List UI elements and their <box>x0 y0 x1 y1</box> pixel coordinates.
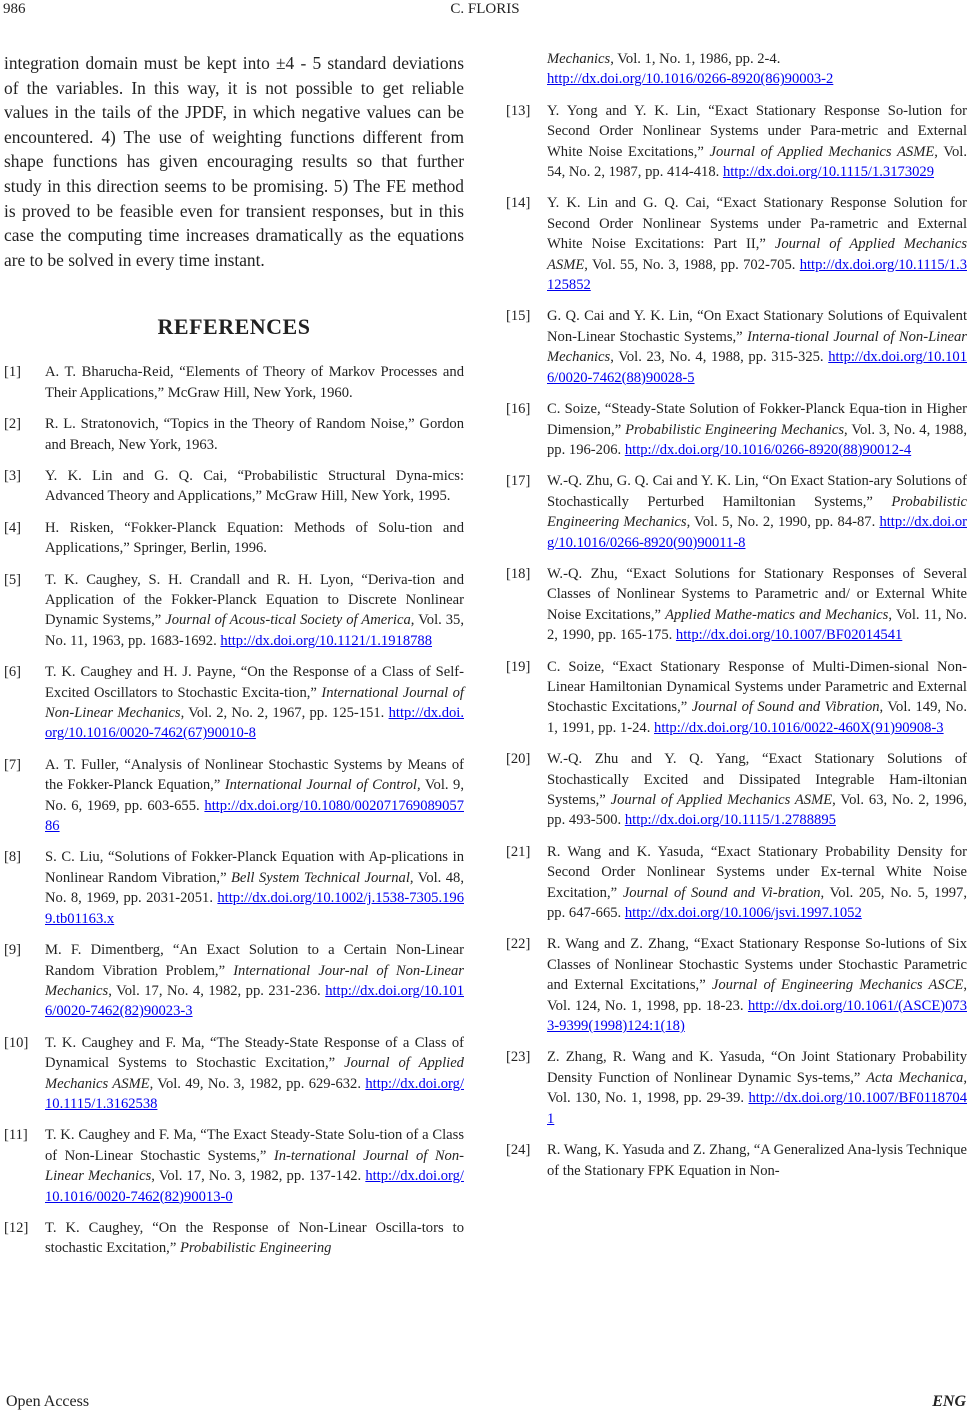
reference-number: [2] <box>4 416 22 433</box>
references-list-right <box>506 101 967 1181</box>
reference-citation: T. K. Caughey and H. J. Payne, “On the Response of a Class of Self-Excited Oscillators to Stochastic Excita-tion,” <box>45 664 464 701</box>
references-heading: REFERENCES <box>157 314 311 340</box>
reference-text <box>45 362 464 403</box>
reference-doi-link[interactable]: http://dx.doi.org/10.1016/0020-7462(82)90013-0 <box>45 1168 464 1205</box>
reference-journal: International Jour-nal of Non-Linear Mechanics <box>45 962 464 999</box>
reference-number: [5] <box>4 571 22 588</box>
reference-number: [3] <box>4 467 22 484</box>
reference-item <box>506 657 967 739</box>
reference-item <box>506 101 967 183</box>
page-header <box>0 0 970 20</box>
reference-doi-link[interactable]: http://dx.doi.org/10.1115/1.3173029 <box>722 164 935 181</box>
reference-number: [14] <box>506 195 531 212</box>
reference-citation: Y. K. Lin and G. Q. Cai, “Probabilistic Structural Dyna-mics: Advanced Theory and Applications,” McGraw Hill, New York, 1995. <box>45 467 464 505</box>
reference-details: , Vol. 3, No. 4, 1988, pp. 196-206. <box>547 421 968 458</box>
reference-doi-link[interactable]: http://dx.doi.org/10.1115/1.2788895 <box>624 812 836 829</box>
reference-journal: Journal of Applied Mechanics ASME <box>547 236 967 273</box>
reference-number: [21] <box>506 843 531 860</box>
reference-number: [23] <box>506 1049 531 1066</box>
reference-text <box>45 1033 464 1115</box>
reference-doi-link[interactable]: http://dx.doi.org/10.1002/j.1538-7305.1969.tb01163.x <box>45 890 464 927</box>
reference-citation: T. K. Caughey and F. Ma, “The Exact Steady-State Solu-tion of a Class of Non-Linear Stochastic Systems,” <box>45 1127 464 1164</box>
reference-doi-link[interactable]: http://dx.doi.org/10.1016/0022-460X(91)90908-3 <box>654 719 944 736</box>
page-number: 986 <box>3 1 26 17</box>
reference-details: , Vol. 63, No. 2, 1996, pp. 493-500. <box>547 792 967 829</box>
reference-details: , Vol. 205, No. 5, 1997, pp. 647-665. <box>547 884 967 922</box>
reference-details: , Vol. 48, No. 8, 1969, pp. 2031-2051. <box>45 869 464 907</box>
reference-text <box>45 847 464 929</box>
reference-text <box>45 940 464 1022</box>
reference-doi-link[interactable]: http://dx.doi.org/10.1006/jsvi.1997.1052 <box>624 905 862 922</box>
reference-text <box>45 518 464 559</box>
reference-doi-link[interactable]: http://dx.doi.org/10.1121/1.1918788 <box>220 632 433 649</box>
reference-number: [6] <box>4 664 22 681</box>
reference-item <box>506 471 967 553</box>
reference-journal: In-ternational Journal of Non-Linear Mechanics <box>45 1147 465 1185</box>
reference-text <box>547 193 967 295</box>
reference-doi-link[interactable]: http://dx.doi.org/10.1061/(ASCE)0733-9399(1998)124:1(18) <box>547 997 967 1035</box>
reference-journal: Journal of Sound and Vibration <box>691 699 880 716</box>
reference-journal: Journal of Applied Mechanics ASME <box>45 1055 464 1092</box>
reference-item <box>4 1218 464 1259</box>
reference-doi-link[interactable]: http://dx.doi.org/10.1016/0020-7462(67)90010-8 <box>45 705 464 742</box>
reference-citation: Z. Zhang, R. Wang and K. Yasuda, “On Joint Stationary Probability Density Function of Nonlinear Dynamic Sys-tems,” <box>547 1049 967 1086</box>
reference-details: , Vol. 149, No. 1, 1991, pp. 1-24. <box>547 699 967 736</box>
left-column <box>4 51 464 1270</box>
reference-number: [19] <box>506 658 531 675</box>
reference-item <box>4 570 464 652</box>
reference-item <box>4 414 464 455</box>
reference-journal: International Journal of Control <box>224 777 417 794</box>
reference-item <box>4 1125 464 1207</box>
reference-details: , Vol. 9, No. 6, 1969, pp. 603-655. <box>45 777 464 814</box>
reference-details: , Vol. 1, No. 1, 1986, pp. 2-4. <box>610 51 781 67</box>
reference-details: , Vol. 54, No. 2, 1987, pp. 414-418. <box>547 143 967 181</box>
reference-citation: G. Q. Cai and Y. K. Lin, “On Exact Stationary Solutions of Equivalent Non-Linear Stochastic Systems,” <box>547 308 967 345</box>
reference-number: [18] <box>506 565 531 582</box>
journal-abbrev: ENG <box>932 1393 966 1410</box>
reference-item <box>506 749 967 831</box>
reference-12-continuation <box>506 49 967 90</box>
reference-number: [8] <box>4 849 22 866</box>
reference-journal: Journal of Applied Mechanics ASME <box>610 792 833 808</box>
reference-journal: Probabilistic Engineering <box>179 1240 332 1257</box>
reference-item <box>506 306 967 388</box>
reference-text <box>547 749 967 831</box>
reference-citation: R. L. Stratonovich, “Topics in the Theory of Random Noise,” Gordon and Breach, New York, 1963. <box>45 416 464 453</box>
reference-number: [24] <box>506 1142 531 1159</box>
reference-item <box>506 1140 967 1181</box>
reference-citation: T. K. Caughey, S. H. Crandall and R. H. Lyon, “Deriva-tion and Application of the Fokker-Planck Equation to Discrete Nonlinear Dynamic Systems,” <box>45 571 464 629</box>
reference-doi-link[interactable]: http://dx.doi.org/10.1016/0020-7462(82)90023-3 <box>45 982 464 1020</box>
reference-text <box>547 471 967 553</box>
reference-text <box>547 934 967 1036</box>
reference-text <box>547 657 967 739</box>
reference-citation: A. T. Fuller, “Analysis of Nonlinear Stochastic Systems by Means of the Fokker-Planck Equation,” <box>45 756 464 794</box>
reference-doi-link[interactable]: http://dx.doi.org/10.1016/0020-7462(88)90028-5 <box>547 349 967 386</box>
reference-number: [16] <box>506 401 531 418</box>
reference-number: [22] <box>506 936 531 953</box>
reference-details: , Vol. 11, No. 2, 1990, pp. 165-175. <box>547 606 967 644</box>
reference-item <box>506 842 967 924</box>
reference-item <box>4 755 464 837</box>
reference-journal: International Journal of Non-Linear Mechanics <box>45 684 464 722</box>
reference-number: [11] <box>4 1127 28 1144</box>
reference-citation: C. Soize, “Exact Stationary Response of Multi-Dimen-sional Non-Linear Hamiltonian Dynamical Systems under Parametric and External Stochastic Excitations,” <box>547 658 967 716</box>
references-list-left <box>4 362 464 1258</box>
reference-details: , Vol. 55, No. 3, 1988, pp. 702-705. <box>584 256 800 273</box>
reference-text <box>45 1218 464 1259</box>
reference-doi-link[interactable]: http://dx.doi.org/10.1016/0266-8920(88)90012-4 <box>624 441 912 458</box>
reference-details: , Vol. 124, No. 1, 1998, pp. 18-23. <box>547 977 968 1014</box>
reference-text <box>45 466 464 507</box>
reference-doi-link[interactable]: http://dx.doi.org/10.1007/BF02014541 <box>675 627 903 644</box>
reference-citation: W.-Q. Zhu and Y. Q. Yang, “Exact Stationary Solutions of Stochastically Excited and Dissipated Integrable Ham-iltonian Systems,” <box>547 751 967 808</box>
reference-number: [9] <box>4 942 22 959</box>
reference-number: [1] <box>4 364 22 381</box>
reference-details: , Vol. 130, No. 1, 1998, pp. 29-39. <box>547 1069 967 1107</box>
reference-journal: Journal of Acous-tical Society of America <box>165 612 411 629</box>
reference-number: [4] <box>4 519 22 536</box>
reference-journal: Acta Mechanica <box>866 1069 964 1086</box>
reference-citation: M. F. Dimentberg, “An Exact Solution to a Certain Non-Linear Random Vibration Problem,” <box>45 942 464 979</box>
reference-details: , Vol. 35, No. 11, 1963, pp. 1683-1692. <box>45 612 464 649</box>
reference-text <box>547 399 967 460</box>
reference-text <box>547 1047 967 1129</box>
reference-citation: C. Soize, “Steady-State Solution of Fokker-Planck Equa-tion in Higher Dimension,” <box>547 401 967 438</box>
reference-citation: R. Wang and Z. Zhang, “Exact Stationary Response So-lutions of Six Classes of Nonlinear Stochastic Systems under Stochastic Parametric and External Excitations,” <box>547 936 967 994</box>
reference-number: [15] <box>506 308 531 325</box>
reference-doi-link[interactable]: http://dx.doi.org/10.1016/0266-8920(90)90011-8 <box>547 514 967 551</box>
reference-item <box>4 1033 464 1115</box>
reference-details: , Vol. 2, No. 2, 1967, pp. 125-151. <box>180 705 389 722</box>
reference-journal: Interna-tional Journal of Non-Linear Mechanics <box>547 328 967 366</box>
reference-details: , Vol. 17, No. 4, 1982, pp. 231-236. <box>108 982 326 999</box>
reference-citation: A. T. Bharucha-Reid, “Elements of Theory of Markov Processes and Their Applications,” McGraw Hill, New York, 1960. <box>45 364 464 401</box>
reference-item <box>506 934 967 1036</box>
reference-doi-link[interactable]: http://dx.doi.org/10.1016/0266-8920(86)90003-2 <box>547 71 834 88</box>
reference-text <box>547 564 967 646</box>
open-access-label: Open Access <box>6 1393 90 1410</box>
reference-item <box>4 662 464 744</box>
reference-citation: T. K. Caughey, “On the Response of Non-Linear Oscilla-tors to stochastic Excitation,” <box>45 1219 464 1257</box>
reference-citation: R. Wang and K. Yasuda, “Exact Stationary Probability Density for Second Order Nonlinear Systems under Ex-ternal White Noise Excitation,” <box>547 843 967 901</box>
reference-item <box>4 940 464 1022</box>
reference-number: [17] <box>506 473 531 490</box>
reference-text <box>547 842 967 924</box>
reference-details: , Vol. 5, No. 2, 1990, pp. 84-87. <box>686 514 880 531</box>
reference-journal: Journal of Sound and Vi-bration <box>622 884 821 901</box>
reference-number: [20] <box>506 751 531 768</box>
running-title: C. FLORIS <box>450 1 520 17</box>
reference-details: , Vol. 23, No. 4, 1988, pp. 315-325. <box>610 349 829 366</box>
reference-item <box>506 193 967 295</box>
reference-text <box>45 1125 464 1207</box>
reference-citation: W.-Q. Zhu, “Exact Solutions for Stationary Responses of Several Classes of Nonlinear Systems to Parametric and/ or External White Noise Excitations,” <box>547 565 967 623</box>
reference-citation: R. Wang, K. Yasuda and Z. Zhang, “A Generalized Ana-lysis Technique of the Stationary FPK Equation in Non- <box>547 1142 967 1179</box>
reference-journal: Probabilistic Engineering Mechanics <box>625 421 845 438</box>
reference-item <box>506 564 967 646</box>
reference-citation: S. C. Liu, “Solutions of Fokker-Planck Equation with Ap-plications in Nonlinear Random Vibration,” <box>45 849 464 886</box>
reference-number: [10] <box>4 1034 29 1051</box>
reference-journal: Journal of Applied Mechanics ASME <box>709 143 935 160</box>
reference-item <box>506 399 967 460</box>
reference-text <box>45 570 464 652</box>
reference-details: , Vol. 17, No. 3, 1982, pp. 137-142. <box>151 1168 366 1185</box>
reference-number: [12] <box>4 1219 29 1236</box>
reference-number: [7] <box>4 756 22 773</box>
reference-journal: Bell System Technical Journal <box>230 869 410 886</box>
reference-citation: H. Risken, “Fokker-Planck Equation: Methods of Solu-tion and Applications,” Springer, Berlin, 1996. <box>45 519 464 557</box>
reference-item <box>4 518 464 559</box>
reference-text <box>547 1140 967 1181</box>
reference-citation: T. K. Caughey and F. Ma, “The Steady-State Response of a Class of Dynamical Systems to Stochastic Excitation,” <box>45 1034 464 1072</box>
reference-doi-link[interactable]: http://dx.doi.org/10.1115/1.3125852 <box>547 256 967 294</box>
reference-journal: Probabilistic Engineering Mechanics <box>547 493 967 531</box>
reference-text <box>45 414 464 455</box>
reference-item <box>4 847 464 929</box>
reference-text <box>547 101 967 183</box>
reference-item <box>506 1047 967 1129</box>
reference-text <box>45 662 464 744</box>
reference-citation: Y. Yong and Y. K. Lin, “Exact Stationary Response So-lution for Second Order Nonlinear Systems under Para-metric and External White Noise Excitations,” <box>547 102 967 160</box>
reference-item <box>4 466 464 507</box>
reference-journal: Applied Mathe-matics and Mechanics <box>665 606 889 623</box>
right-column <box>506 49 967 1192</box>
reference-journal: Journal of Engineering Mechanics ASCE <box>711 977 964 994</box>
reference-journal: Mechanics <box>547 51 611 67</box>
reference-doi-link[interactable]: http://dx.doi.org/10.1007/BF01187041 <box>547 1090 967 1127</box>
reference-details: , Vol. 49, No. 3, 1982, pp. 629-632. <box>149 1075 366 1092</box>
reference-doi-link[interactable]: http://dx.doi.org/10.1115/1.3162538 <box>45 1075 464 1112</box>
reference-text <box>45 755 464 837</box>
reference-number: [13] <box>506 102 531 119</box>
reference-citation: W.-Q. Zhu, G. Q. Cai and Y. K. Lin, “On Exact Station-ary Solutions of Stochastically Perturbed Hamiltonian Systems,” <box>547 473 967 510</box>
reference-item <box>4 362 464 403</box>
reference-citation: Y. K. Lin and G. Q. Cai, “Exact Stationary Response Solution for Second Order Nonlinear Systems under Pa-rametric and External White Noise Excitations: Part II,” <box>547 195 967 253</box>
reference-text <box>547 306 967 388</box>
reference-doi-link[interactable]: http://dx.doi.org/10.1080/00207176908905786 <box>45 797 464 835</box>
body-paragraph: integration domain must be kept into ±4 - 5 standard deviations of the variables. In this way, it is not possible to get reliable values in the tails of the JPDF, in which negative values can be encountered. 4) The use of weighting functions different from shape functions has given encouraging results so that further study in this direction seems to be promising. 5) The FE method is proved to be feasible even for transient responses, but in this case the computing time increases dramatically as the equations are to be solved in every time instant. <box>4 53 464 270</box>
